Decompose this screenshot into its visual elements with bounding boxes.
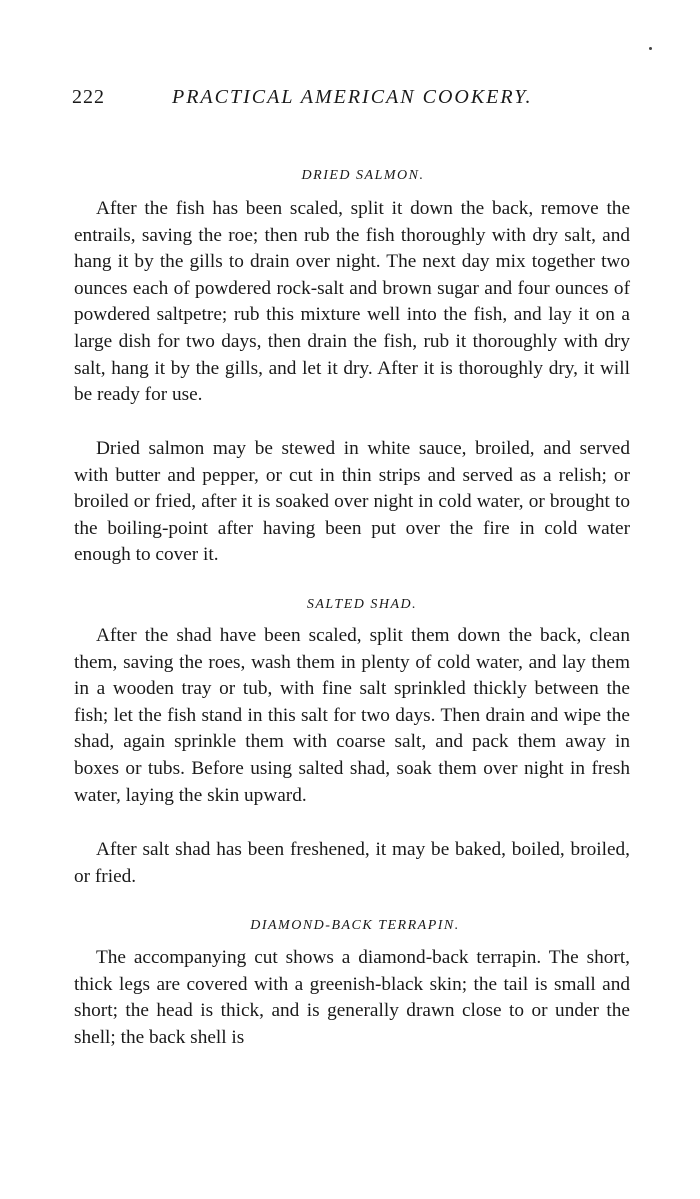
paragraph-salted-shad-cooking: After salt shad has been freshened, it may be baked, boiled, broiled, or fried. (74, 839, 630, 887)
section-heading-diamond-back-terrapin: DIAMOND-BACK TERRAPIN. (250, 918, 460, 933)
paragraph-salted-shad-method: After the shad have been scaled, split them down the back, clean them, saving the roes, wash them in plenty of cold water, and lay them in a wooden tray or tub, with fine salt sprinkled thickly between the fish; let the fish stand in this salt for two days. Then drain and wipe the shad, again sprinkle them with coarse salt, and pack them away in boxes or tubs. Before using salted shad, soak them over night in fresh water, laying the skin upward. (74, 625, 630, 806)
page-number: 222 (72, 86, 105, 108)
section-heading-salted-shad: SALTED SHAD. (306, 597, 418, 612)
section-heading-dried-salmon: DRIED SALMON. (301, 168, 425, 183)
ink-speck (649, 47, 652, 50)
paragraph-dried-salmon-method: After the fish has been scaled, split it down the back, remove the entrails, saving the roe; then rub the fish thoroughly with dry salt, and hang it by the gills to drain over night. The next day mix together two ounces each of powdered rock-salt and brown sugar and four ounces of powdered saltpetre; rub this mixture well into the fish, and lay it on a large dish for two days, then drain the fish, rub it thoroughly with dry salt, hang it by the gills, and let it dry. After it is thoroughly dry, it will be ready for use. (74, 198, 630, 406)
running-header (72, 86, 632, 116)
paragraph-terrapin-description: The accompanying cut shows a diamond-back terrapin. The short, thick legs are covered with a greenish-black skin; the tail is small and short; the head is thick, and is generally drawn close to or under the shell; the back shell is (74, 947, 630, 1048)
running-title: PRACTICAL AMERICAN COOKERY. (172, 86, 533, 108)
paragraph-dried-salmon-serving: Dried salmon may be stewed in white sauce, broiled, and served with butter and pepper, or cut in thin strips and served as a relish; or broiled or fried, after it is soaked over night in cold water, or brought to the boiling-point after having been put over the fire in cold water enough to cover it. (74, 438, 630, 566)
